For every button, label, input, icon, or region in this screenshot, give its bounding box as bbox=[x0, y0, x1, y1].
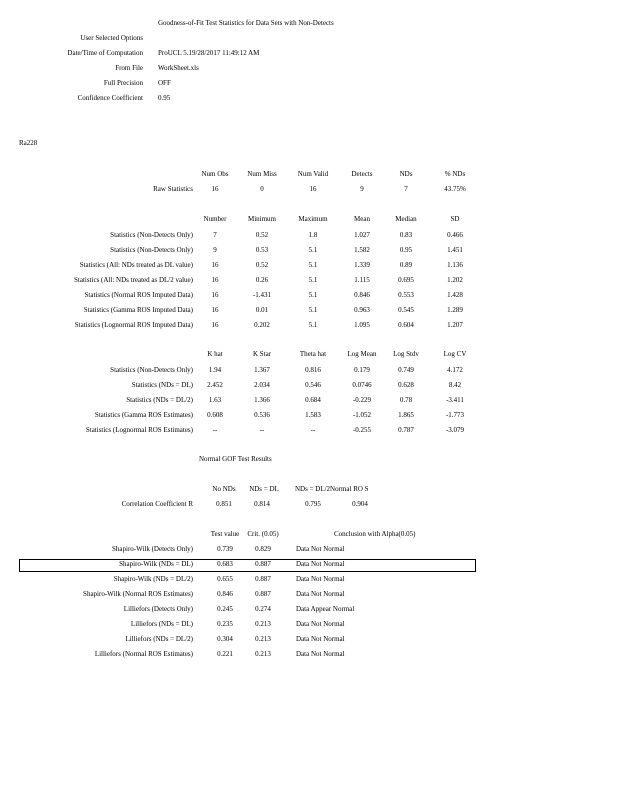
gamma-cell: -- bbox=[212, 426, 218, 434]
test-label: Lilliefors (Normal ROS Estimates) bbox=[94, 650, 193, 658]
raw-cell: 9 bbox=[360, 185, 364, 193]
test-label: Lilliefors (Detects Only) bbox=[123, 605, 193, 613]
test-conclusion: Data Not Normal bbox=[296, 545, 345, 553]
gamma-cell: -1.773 bbox=[445, 411, 465, 419]
desc-cell: 1.027 bbox=[354, 231, 370, 239]
correlation-value: 0.814 bbox=[254, 500, 270, 508]
test-crit: 0.213 bbox=[255, 620, 271, 628]
option-label-datetime: Date/Time of Computation bbox=[67, 49, 143, 57]
gamma-cell: 1.367 bbox=[254, 366, 270, 374]
gamma-cell: 2.452 bbox=[207, 381, 223, 389]
desc-cell: 0.846 bbox=[354, 291, 370, 299]
test-value: 0.245 bbox=[217, 605, 233, 613]
desc-cell: 0.553 bbox=[398, 291, 414, 299]
gamma-cell: 0.816 bbox=[305, 366, 321, 374]
gamma-cell: 4.172 bbox=[447, 366, 463, 374]
desc-header-0: Number bbox=[203, 215, 227, 223]
desc-cell: 1.289 bbox=[447, 306, 463, 314]
test-conclusion: Data Not Normal bbox=[296, 575, 345, 583]
desc-cell: 0.963 bbox=[354, 306, 370, 314]
gamma-cell: 1.94 bbox=[208, 366, 222, 374]
desc-cell: 16 bbox=[211, 276, 219, 284]
desc-header-2: Maximum bbox=[298, 215, 328, 223]
desc-row-label: Statistics (Lognormal ROS Imputed Data) bbox=[74, 321, 193, 329]
normal-gof-header-nds-dl: NDs = DL bbox=[249, 485, 279, 493]
test-crit: 0.829 bbox=[255, 545, 271, 553]
desc-cell: 16 bbox=[211, 306, 219, 314]
test-crit: 0.887 bbox=[255, 575, 271, 583]
gamma-cell: -3.079 bbox=[445, 426, 465, 434]
raw-header-1: Num Miss bbox=[247, 170, 277, 178]
desc-cell: 5.1 bbox=[308, 306, 318, 314]
desc-cell: 5.1 bbox=[308, 291, 318, 299]
desc-cell: 7 bbox=[213, 231, 217, 239]
desc-cell: 0.202 bbox=[254, 321, 270, 329]
tests-header-value: Test value bbox=[210, 530, 240, 538]
desc-header-5: SD bbox=[450, 215, 460, 223]
gamma-cell: 0.0746 bbox=[352, 381, 372, 389]
desc-cell: 0.26 bbox=[255, 276, 269, 284]
gamma-cell: 0.787 bbox=[398, 426, 414, 434]
gamma-row-label: Statistics (NDs = DL/2) bbox=[126, 396, 193, 404]
desc-cell: 5.1 bbox=[308, 321, 318, 329]
option-value-precision: OFF bbox=[158, 79, 171, 87]
gamma-cell: 1.583 bbox=[305, 411, 321, 419]
normal-gof-header-no-nds: No NDs bbox=[212, 485, 236, 493]
test-value: 0.846 bbox=[217, 590, 233, 598]
test-value: 0.739 bbox=[217, 545, 233, 553]
desc-cell: 1.207 bbox=[447, 321, 463, 329]
desc-cell: 0.01 bbox=[255, 306, 269, 314]
desc-cell: 0.545 bbox=[398, 306, 414, 314]
gamma-header-2: Theta hat bbox=[299, 350, 327, 358]
test-label: Shapiro-Wilk (Detects Only) bbox=[112, 545, 193, 553]
desc-cell: 1.339 bbox=[354, 261, 370, 269]
normal-gof-header-nds-dl2: NDs = DL/2Normal RO S bbox=[295, 485, 369, 493]
option-label-confidence: Confidence Coefficient bbox=[77, 94, 143, 102]
gamma-row-label: Statistics (Gamma ROS Estimates) bbox=[94, 411, 193, 419]
desc-cell: 5.1 bbox=[308, 276, 318, 284]
desc-cell: 16 bbox=[211, 261, 219, 269]
test-label: Shapiro-Wilk (NDs = DL) bbox=[119, 560, 193, 568]
gamma-header-4: Log Stdv bbox=[393, 350, 419, 358]
gamma-row-label: Statistics (Non-Detects Only) bbox=[110, 366, 193, 374]
desc-row-label: Statistics (Gamma ROS Imputed Data) bbox=[83, 306, 193, 314]
desc-cell: 9 bbox=[213, 246, 217, 254]
raw-cell: 7 bbox=[404, 185, 408, 193]
desc-cell: 0.53 bbox=[255, 246, 269, 254]
test-crit: 0.213 bbox=[255, 635, 271, 643]
desc-header-3: Mean bbox=[354, 215, 370, 223]
gamma-cell: -- bbox=[310, 426, 316, 434]
gamma-cell: 0.546 bbox=[305, 381, 321, 389]
desc-cell: 5.1 bbox=[308, 246, 318, 254]
desc-cell: 1.095 bbox=[354, 321, 370, 329]
report-title: Goodness-of-Fit Test Statistics for Data Sets with Non-Detects bbox=[158, 19, 334, 27]
gamma-row-label: Statistics (NDs = DL) bbox=[131, 381, 193, 389]
test-conclusion: Data Not Normal bbox=[296, 620, 345, 628]
gamma-header-1: K Star bbox=[252, 350, 272, 358]
test-label: Shapiro-Wilk (Normal ROS Estimates) bbox=[83, 590, 193, 598]
correlation-value: 0.851 bbox=[216, 500, 232, 508]
desc-row-label: Statistics (All: NDs treated as DL/2 value) bbox=[74, 276, 193, 284]
desc-cell: 0.95 bbox=[399, 246, 413, 254]
raw-header-3: Detects bbox=[351, 170, 373, 178]
option-value-datetime: ProUCL 5.19/28/2017 11:49:12 AM bbox=[158, 49, 260, 57]
test-conclusion: Data Not Normal bbox=[296, 560, 345, 568]
desc-cell: 0.52 bbox=[255, 261, 269, 269]
desc-row-label: Statistics (Non-Detects Only) bbox=[110, 246, 193, 254]
desc-cell: 5.1 bbox=[308, 261, 318, 269]
test-conclusion: Data Appear Normal bbox=[296, 605, 355, 613]
test-label: Lilliefors (NDs = DL) bbox=[130, 620, 193, 628]
desc-cell: 1.428 bbox=[447, 291, 463, 299]
gamma-cell: -0.229 bbox=[352, 396, 372, 404]
desc-row-label: Statistics (Normal ROS Imputed Data) bbox=[84, 291, 193, 299]
desc-header-1: Minimum bbox=[247, 215, 276, 223]
desc-cell: 16 bbox=[211, 321, 219, 329]
gamma-cell: 0.78 bbox=[399, 396, 413, 404]
desc-cell: 0.52 bbox=[255, 231, 269, 239]
desc-cell: 1.136 bbox=[447, 261, 463, 269]
raw-row-label: Raw Statistics bbox=[153, 185, 193, 193]
gamma-cell: 8.42 bbox=[448, 381, 462, 389]
tests-header-crit: Crit. (0.05) bbox=[247, 530, 279, 538]
options-heading: User Selected Options bbox=[80, 34, 143, 42]
raw-cell: 43.75% bbox=[444, 185, 466, 193]
raw-header-2: Num Valid bbox=[297, 170, 329, 178]
raw-header-4: NDs bbox=[399, 170, 413, 178]
highlight-box bbox=[19, 559, 476, 572]
desc-cell: 0.466 bbox=[447, 231, 463, 239]
desc-row-label: Statistics (Non-Detects Only) bbox=[110, 231, 193, 239]
raw-header-0: Num Obs bbox=[201, 170, 229, 178]
desc-cell: 0.604 bbox=[398, 321, 414, 329]
test-value: 0.655 bbox=[217, 575, 233, 583]
correlation-value: 0.904 bbox=[352, 500, 368, 508]
desc-cell: 1.202 bbox=[447, 276, 463, 284]
variable-name: Ra228 bbox=[19, 139, 38, 147]
correlation-label: Correlation Coefficient R bbox=[121, 500, 193, 508]
test-conclusion: Data Not Normal bbox=[296, 590, 345, 598]
test-crit: 0.274 bbox=[255, 605, 271, 613]
test-value: 0.221 bbox=[217, 650, 233, 658]
option-label-file: From File bbox=[115, 64, 143, 72]
test-value: 0.683 bbox=[217, 560, 233, 568]
gamma-row-label: Statistics (Lognormal ROS Estimates) bbox=[85, 426, 193, 434]
desc-cell: 1.451 bbox=[447, 246, 463, 254]
normal-gof-title: Normal GOF Test Results bbox=[199, 455, 272, 463]
test-value: 0.304 bbox=[217, 635, 233, 643]
test-value: 0.235 bbox=[217, 620, 233, 628]
gamma-cell: 2.034 bbox=[254, 381, 270, 389]
raw-cell: 16 bbox=[211, 185, 219, 193]
gamma-header-3: Log Mean bbox=[347, 350, 377, 358]
desc-cell: 1.8 bbox=[308, 231, 318, 239]
gamma-cell: 0.179 bbox=[354, 366, 370, 374]
gamma-cell: 0.749 bbox=[398, 366, 414, 374]
gamma-cell: -0.255 bbox=[352, 426, 372, 434]
desc-cell: 1.582 bbox=[354, 246, 370, 254]
test-label: Shapiro-Wilk (NDs = DL/2) bbox=[113, 575, 193, 583]
test-crit: 0.887 bbox=[255, 590, 271, 598]
gamma-cell: -3.411 bbox=[446, 396, 464, 404]
desc-row-label: Statistics (All: NDs treated as DL value) bbox=[79, 261, 193, 269]
gamma-cell: -1.052 bbox=[352, 411, 372, 419]
gamma-cell: 0.684 bbox=[305, 396, 321, 404]
desc-cell: -1.431 bbox=[252, 291, 272, 299]
tests-header-conclusion: Conclusion with Alpha(0.05) bbox=[334, 530, 416, 538]
desc-cell: 0.695 bbox=[398, 276, 414, 284]
option-value-file: WorkSheet.xls bbox=[158, 64, 199, 72]
gamma-header-0: K hat bbox=[207, 350, 223, 358]
gamma-cell: 0.536 bbox=[254, 411, 270, 419]
test-label: Lilliefors (NDs = DL/2) bbox=[125, 635, 193, 643]
desc-header-4: Median bbox=[395, 215, 417, 223]
raw-header-5: % NDs bbox=[444, 170, 466, 178]
test-conclusion: Data Not Normal bbox=[296, 635, 345, 643]
desc-cell: 16 bbox=[211, 291, 219, 299]
test-conclusion: Data Not Normal bbox=[296, 650, 345, 658]
option-value-confidence: 0.95 bbox=[158, 94, 171, 102]
gamma-header-5: Log CV bbox=[443, 350, 467, 358]
gamma-cell: -- bbox=[259, 426, 265, 434]
gamma-cell: 0.608 bbox=[207, 411, 223, 419]
gamma-cell: 0.628 bbox=[398, 381, 414, 389]
gamma-cell: 1.865 bbox=[398, 411, 414, 419]
raw-cell: 16 bbox=[309, 185, 317, 193]
desc-cell: 0.89 bbox=[399, 261, 413, 269]
desc-cell: 0.83 bbox=[399, 231, 413, 239]
correlation-value: 0.795 bbox=[305, 500, 321, 508]
raw-cell: 0 bbox=[260, 185, 264, 193]
desc-cell: 1.115 bbox=[354, 276, 370, 284]
test-crit: 0.213 bbox=[255, 650, 271, 658]
test-crit: 0.887 bbox=[255, 560, 271, 568]
gamma-cell: 1.366 bbox=[254, 396, 270, 404]
option-label-precision: Full Precision bbox=[103, 79, 143, 87]
gamma-cell: 1.63 bbox=[208, 396, 222, 404]
